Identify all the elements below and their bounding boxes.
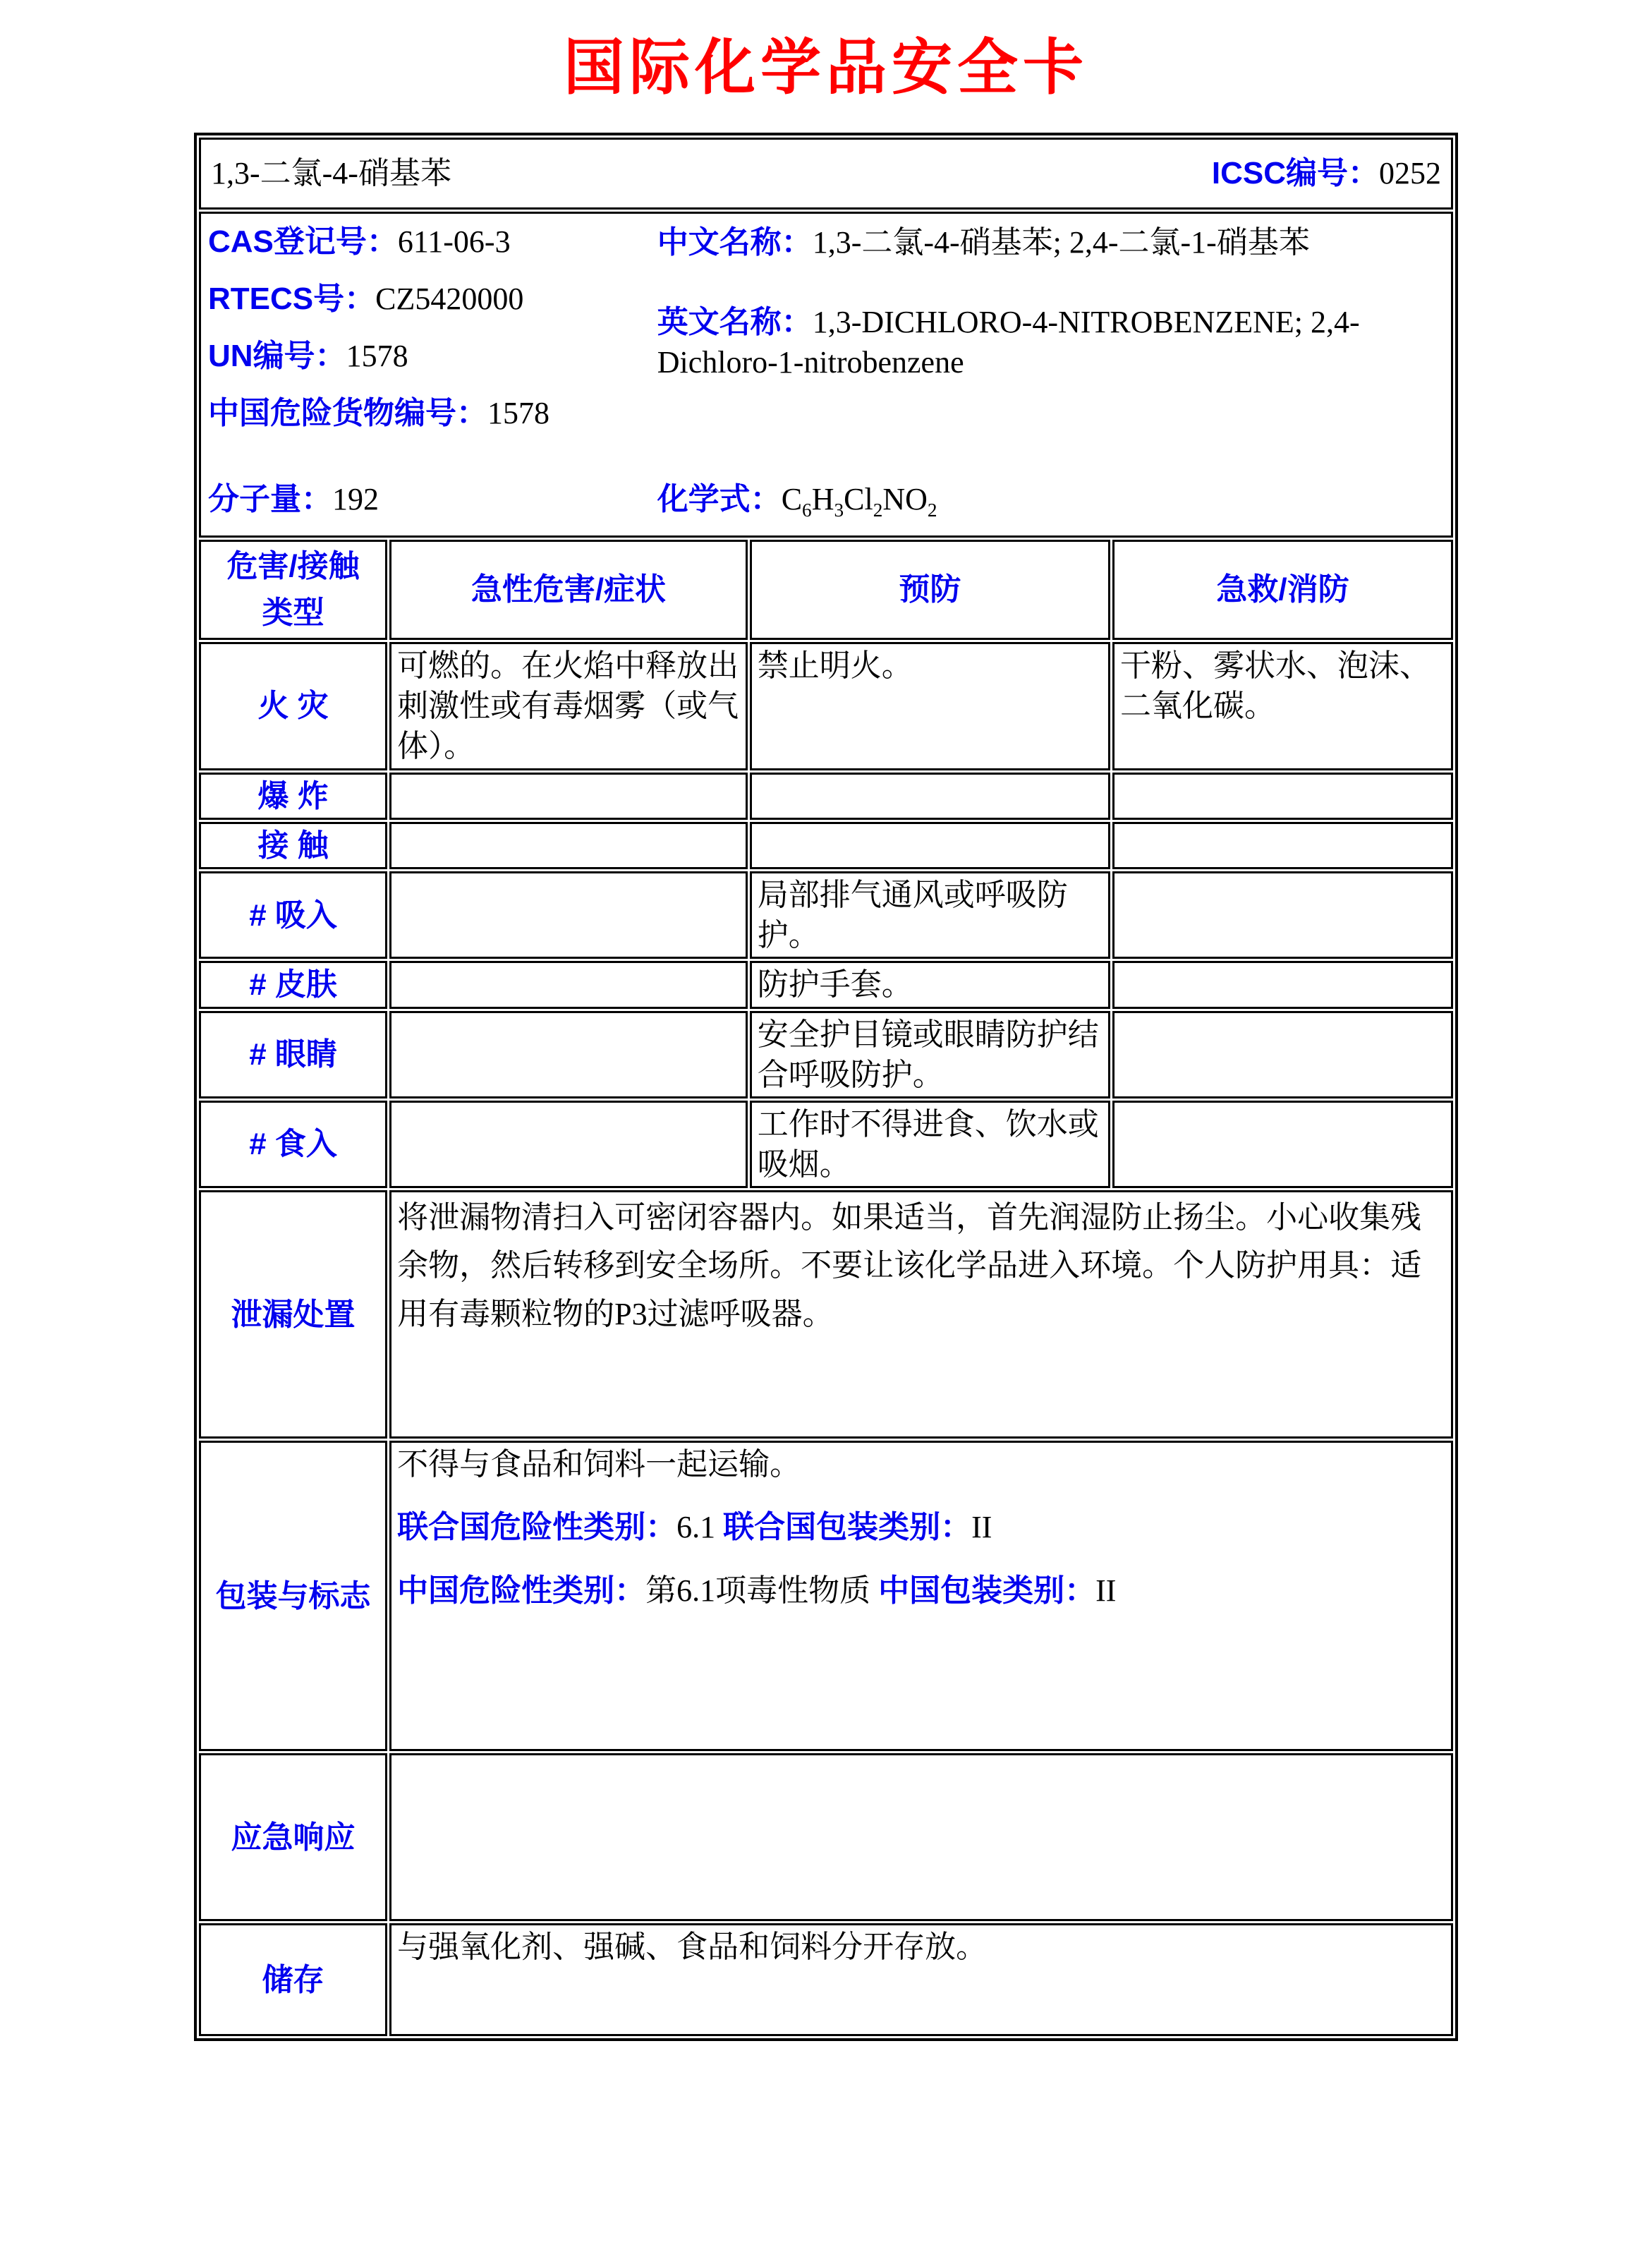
hazard-row-inhalation: [199, 871, 1453, 959]
storage-text: 与强氧化剂、强碱、食品和饲料分开存放。: [397, 1930, 988, 1965]
header-hazard-type-line2: 类型: [262, 595, 324, 630]
chinese-name-value: 1,3-二氯-4-硝基苯; 2,4-二氯-1-硝基苯: [812, 225, 1310, 260]
english-name-label: 英文名称：: [657, 305, 813, 340]
hazard-row-symptoms: [389, 961, 748, 1008]
china-dg-number-value: 1578: [487, 396, 549, 430]
hazard-header-row: [199, 540, 1453, 640]
molecular-weight-label: 分子量：: [208, 482, 332, 516]
spill-disposal-content: [389, 1190, 1453, 1439]
un-number-value: 1578: [346, 339, 408, 373]
hazard-row-response: [1112, 642, 1453, 770]
cn-hazard-class-label: 中国危险性类别：: [397, 1573, 646, 1608]
hazard-row-contact: [199, 822, 1453, 869]
hazard-row-prevention: [750, 871, 1110, 959]
cell-text: 工作时不得进食、饮水或吸烟。: [757, 1106, 1099, 1182]
hazard-row-response: [1112, 961, 1453, 1008]
registry-numbers-block: [208, 222, 657, 480]
hazard-row-symptoms: [389, 773, 748, 820]
hazard-row-label: # 食入: [199, 1101, 387, 1188]
storage-label: 储存: [199, 1923, 387, 2036]
china-dg-number-line: [208, 394, 657, 432]
page-title: 国际化学品安全卡: [564, 34, 1088, 102]
english-name-line: [657, 302, 1445, 382]
molecular-weight-line: [208, 480, 657, 521]
header-hazard-type: [199, 540, 387, 640]
english-name-value: 1,3-DICHLORO-4-NITROBENZENE; 2,4-Dichloro-1-nitrobenzene: [657, 305, 1360, 380]
un-number-label: UN编号：: [208, 339, 346, 373]
hazard-row-response: [1112, 822, 1453, 869]
hazard-row-prevention: [750, 822, 1110, 869]
chemical-names-block: [657, 222, 1445, 480]
molecular-weight-value: 192: [332, 482, 379, 516]
icsc-number-group: [1212, 153, 1441, 193]
packaging-un-class-line: [397, 1507, 1445, 1547]
hazard-row-eyes: [199, 1011, 1453, 1098]
hazard-row-explosion: [199, 773, 1453, 820]
un-hazard-class-value: 6.1: [676, 1510, 716, 1545]
icsc-number-value: 0252: [1379, 156, 1441, 191]
emergency-response-label: 应急响应: [199, 1753, 387, 1921]
un-hazard-class-label: 联合国危险性类别：: [397, 1510, 677, 1545]
hazard-row-response: [1112, 1011, 1453, 1098]
hazard-row-prevention: [750, 642, 1110, 770]
hazard-row-prevention: [750, 773, 1110, 820]
cell-text: 安全护目镜或眼睛防护结合呼吸防护。: [757, 1017, 1099, 1092]
hazard-row-response: [1112, 773, 1453, 820]
hazard-row-label: # 吸入: [199, 871, 387, 959]
hazard-row-skin: [199, 961, 1453, 1008]
hazard-row-ingestion: [199, 1101, 1453, 1188]
hazard-row-symptoms: [389, 642, 748, 770]
cas-number-line: [208, 222, 657, 261]
header-prevention: 预防: [750, 540, 1110, 640]
icsc-card-table: [194, 133, 1458, 2041]
cell-text: 干粉、雾状水、泡沫、二氧化碳。: [1120, 648, 1431, 724]
cn-hazard-class-value: 第6.1项毒性物质: [645, 1573, 871, 1608]
storage-row: [199, 1923, 1453, 2036]
hazard-row-symptoms: [389, 822, 748, 869]
packaging-content: [389, 1441, 1453, 1751]
packaging-cn-class-line: [397, 1570, 1445, 1611]
hazard-row-fire: [199, 642, 1453, 770]
rtecs-number-value: CZ5420000: [375, 282, 524, 316]
emergency-response-row: [199, 1753, 1453, 1921]
china-dg-number-label: 中国危险货物编号：: [208, 396, 487, 430]
cas-number-label: CAS登记号：: [208, 224, 398, 259]
hazard-row-label: 爆 炸: [199, 773, 387, 820]
storage-content: [389, 1923, 1453, 2036]
cell-text: 禁止明火。: [757, 648, 913, 683]
packaging-row: [199, 1441, 1453, 1751]
packaging-transport-note: 不得与食品和饲料一起运输。: [397, 1447, 801, 1482]
hazard-row-prevention: [750, 1011, 1110, 1098]
chinese-name-label: 中文名称：: [657, 225, 813, 260]
chinese-name-line: [657, 222, 1445, 262]
hazard-row-label: 接 触: [199, 822, 387, 869]
spill-disposal-row: [199, 1190, 1453, 1439]
hazard-row-label: # 皮肤: [199, 961, 387, 1008]
header-first-aid-fire: 急救/消防: [1112, 540, 1453, 640]
card-header-cell: [199, 138, 1453, 210]
spill-disposal-label: 泄漏处置: [199, 1190, 387, 1439]
hazard-row-symptoms: [389, 871, 748, 959]
hazard-row-prevention: [750, 1101, 1110, 1188]
hazard-row-response: [1112, 1101, 1453, 1188]
header-hazard-type-line1: 危害/接触: [226, 549, 360, 583]
hazard-row-label: # 眼睛: [199, 1011, 387, 1098]
hazard-row-response: [1112, 871, 1453, 959]
hazard-row-symptoms: [389, 1011, 748, 1098]
rtecs-number-label: RTECS号：: [208, 282, 376, 316]
header-acute-symptoms: 急性危害/症状: [389, 540, 748, 640]
icsc-number-label: ICSC编号：: [1211, 156, 1379, 191]
cell-text: 防护手套。: [757, 967, 913, 1003]
hazard-row-label: 火 灾: [199, 642, 387, 770]
chemical-formula-label: 化学式：: [657, 482, 782, 516]
hazard-row-symptoms: [389, 1101, 748, 1188]
cell-text: 可燃的。在火焰中释放出刺激性或有毒烟雾（或气体）。: [397, 648, 739, 764]
cn-packing-group-value: II: [1095, 1573, 1117, 1608]
hazard-row-prevention: [750, 961, 1110, 1008]
un-packing-group-value: II: [971, 1510, 992, 1545]
chemical-name: 1,3-二氯-4-硝基苯: [211, 156, 451, 191]
cas-number-value: 611-06-3: [397, 224, 511, 259]
chemical-formula-line: [657, 480, 1445, 521]
identification-cell: [199, 212, 1453, 538]
chemical-formula-value: $C_6H_3Cl_2NO_2$: [781, 482, 937, 521]
spill-disposal-text: 将泄漏物清扫入可密闭容器内。如果适当，首先润湿防止扬尘。小心收集残余物，然后转移到安全场所。不要让该化学品进入环境。个人防护用具：适用有毒颗粒物的P3过滤呼吸器。: [397, 1200, 1422, 1331]
identification-row: [199, 212, 1453, 538]
card-header-row: [199, 138, 1453, 210]
un-number-line: [208, 337, 657, 375]
un-packing-group-label: 联合国包装类别：: [723, 1510, 972, 1545]
emergency-response-content: [389, 1753, 1453, 1921]
packaging-label: 包装与标志: [199, 1441, 387, 1751]
cell-text: 局部排气通风或呼吸防护。: [757, 877, 1068, 953]
rtecs-number-line: [208, 279, 657, 318]
cn-packing-group-label: 中国包装类别：: [878, 1573, 1096, 1608]
